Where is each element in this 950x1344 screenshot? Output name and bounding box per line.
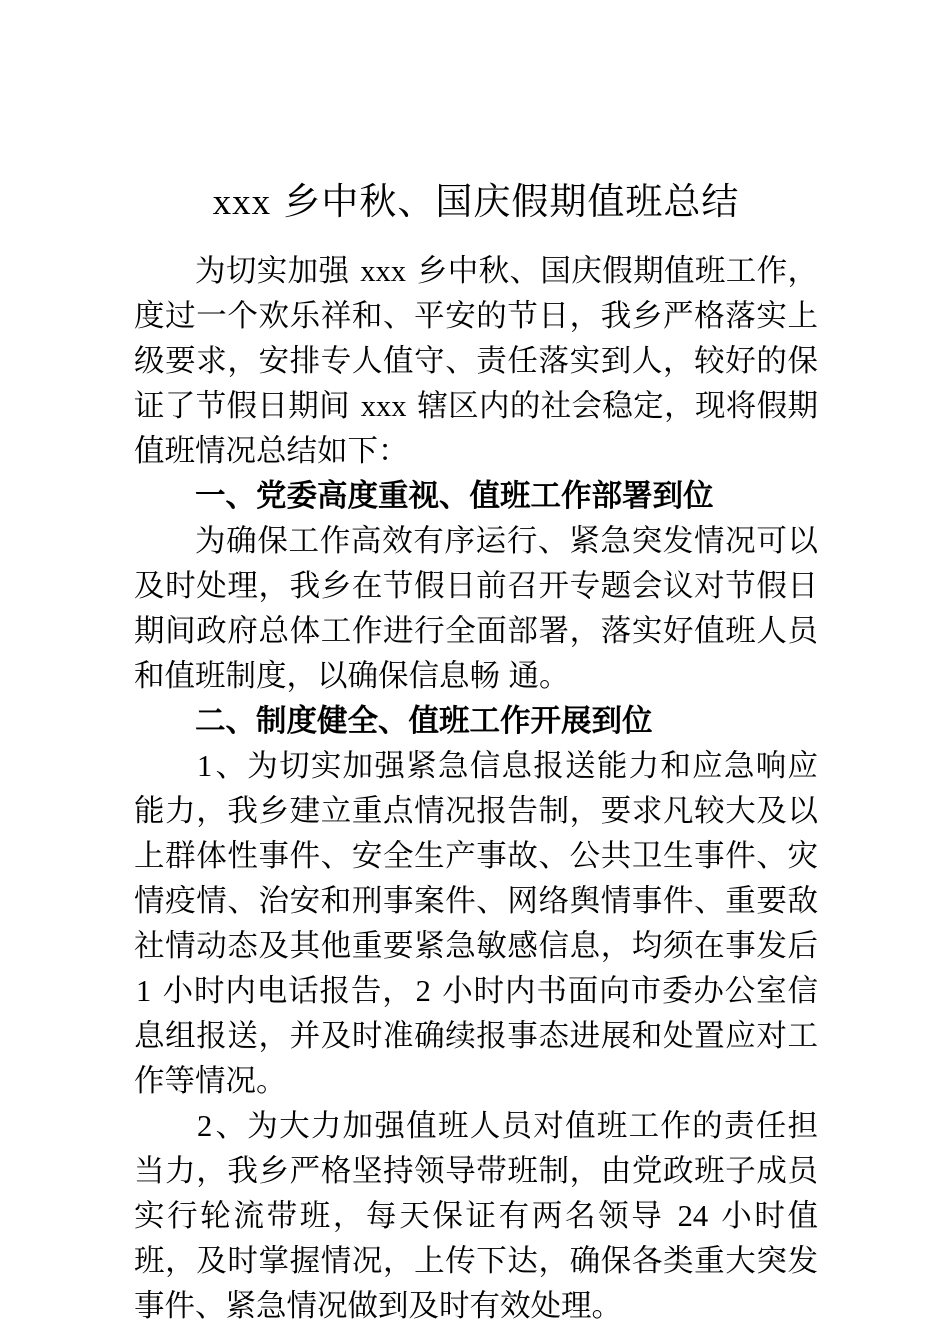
latin-run: 1 xyxy=(136,974,152,1008)
paragraph-section-1-body: 为确保工作高效有序运行、紧急突发情况可以及时处理，我乡在节假日前召开专题会议对节假日期间政府总体工作进行全面部署，落实好值班人员和值班制度，以确保信息畅 通。 xyxy=(134,524,818,693)
paragraph-intro: 为切实加强 xxx 乡中秋、国庆假期值班工作，度过一个欢乐祥和、平安的节日，我乡严格落实上级要求，安排专人值守、责任落实到人，较好的保证了节假日期间 xxx 辖区内的社会稳定，现将假期值班情况总结如下： xyxy=(134,254,818,468)
latin-run: 2 xyxy=(197,1109,213,1143)
paragraph-section-2-item-1: 1、为切实加强紧急信息报送能力和应急响应能力，我乡建立重点情况报告制，要求凡较大及以上群体性事件、安全生产事故、公共卫生事件、灾情疫情、治安和刑事案件、网络舆情事件、重要敌社情动态及其他重要紧急敏感信息，均须在事发后 1 小时内电话报告，2 小时内书面向市委办公室信息组报送，并及时准确续报事态进展和处置应对工作等情况。 xyxy=(134,749,818,1098)
section-heading-2: 二、制度健全、值班工作开展到位 xyxy=(195,704,653,738)
latin-run: 1 xyxy=(197,749,213,783)
latin-run: 24 xyxy=(677,1199,709,1233)
latin-run: xxx xyxy=(360,389,407,423)
paragraph-section-2-item-2: 2、为大力加强值班人员对值班工作的责任担当力，我乡严格坚持领导带班制，由党政班子成员实行轮流带班，每天保证有两名领导 24 小时值班，及时掌握情况，上传下达，确保各类重大突发事件、紧急情况做到及时有效处理。 xyxy=(134,1109,818,1323)
section-heading-1: 一、党委高度重视、值班工作部署到位 xyxy=(195,479,714,513)
latin-run: xxx xyxy=(212,181,272,223)
latin-run: 2 xyxy=(415,974,431,1008)
document-body xyxy=(134,249,818,1329)
document-title: xxx 乡中秋、国庆假期值班总结 xyxy=(212,181,740,223)
latin-run: xxx xyxy=(360,254,407,288)
